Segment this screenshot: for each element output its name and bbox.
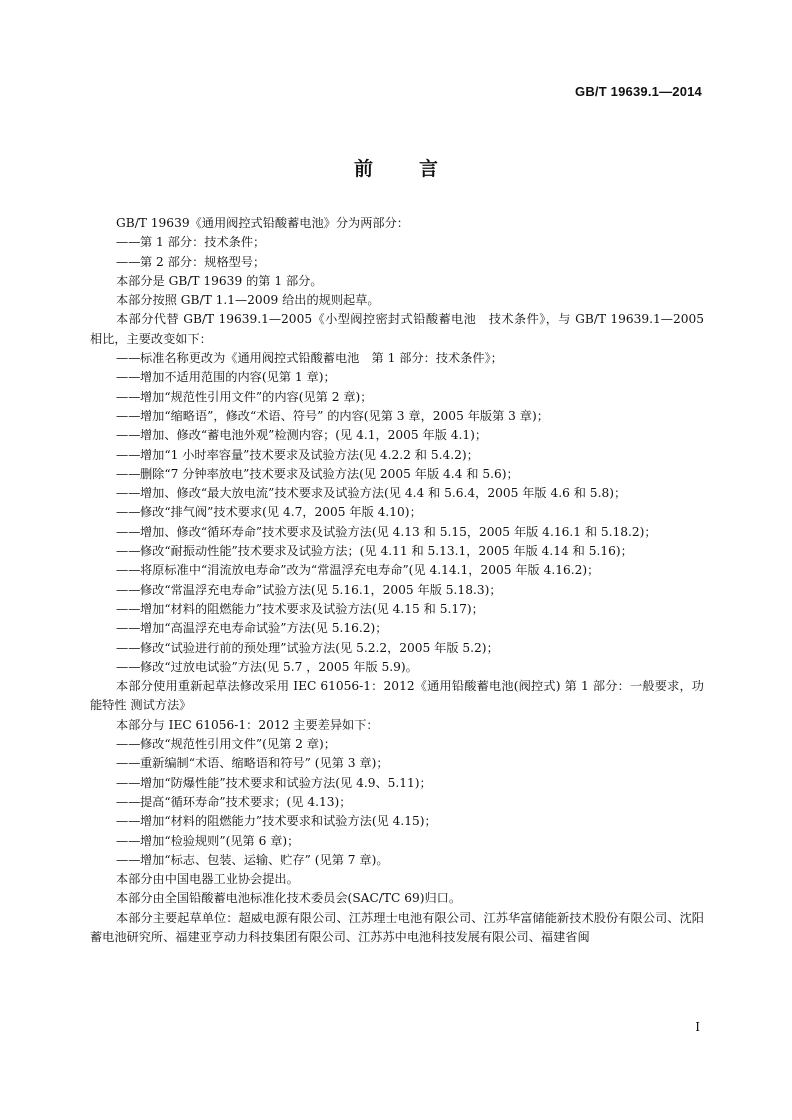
paragraph: GB/T 19639《通用阀控式铅酸蓄电池》分为两部分： [116, 216, 409, 230]
list-item: ——第 2 部分：规格型号； [116, 254, 266, 269]
title-char-1: 前 [353, 158, 373, 180]
title-char-2: 言 [419, 158, 439, 180]
paragraph: 本部分主要起草单位：超威电源有限公司、江苏理士电池有限公司、江苏华富储能新技术股份有限公司、沈阳蓄电池研究所、福建亚亨动力科技集团有限公司、江苏苏中电池科技发展有限公司、福建省闽 [90, 910, 704, 944]
list-item: ——将原标准中“涓流放电寿命”改为“常温浮充电寿命”(见 4.14.1，2005 年版 4.16.2)； [116, 563, 600, 578]
list-item: ——第 1 部分：技术条件； [116, 235, 266, 250]
list-item: ——增加“材料的阻燃能力”技术要求及试验方法(见 4.15 和 5.17)； [116, 601, 484, 616]
list-item: ——重新编制“术语、缩略语和符号” (见第 3 章)； [116, 756, 389, 771]
foreword-body [90, 214, 704, 947]
list-item: ——增加“防爆性能”技术要求和试验方法(见 4.9、5.11)； [116, 775, 432, 790]
paragraph: 本部分代替 GB/T 19639.1—2005《小型阀控密封式铅酸蓄电池 技术条件》，与 GB/T 19639.1—2005 相比，主要改变如下： [90, 312, 704, 346]
list-item: ——修改“试验进行前的预处理”试验方法(见 5.2.2，2005 年版 5.2)； [116, 640, 499, 655]
paragraph: 本部分由全国铅酸蓄电池标准化技术委员会(SAC/TC 69)归口。 [116, 891, 462, 906]
list-item: ——提高“循环寿命”技术要求；(见 4.13)； [116, 794, 352, 809]
paragraph: 本部分与 IEC 61056-1：2012 主要差异如下： [116, 717, 379, 732]
list-item: ——增加“缩略语”，修改“术语、符号” 的内容(见第 3 章，2005 年版第 3 章)； [116, 408, 549, 423]
list-item: ——增加不适用范围的内容(见第 1 章)； [116, 370, 336, 385]
list-item: ——增加、修改“蓄电池外观”检测内容；(见 4.1，2005 年版 4.1)； [116, 428, 488, 443]
paragraph: 本部分按照 GB/T 1.1—2009 给出的规则起草。 [116, 293, 380, 308]
standard-number: GB/T 19639.1—2014 [575, 84, 702, 99]
paragraph: 本部分是 GB/T 19639 的第 1 部分。 [116, 273, 323, 288]
list-item: ——修改“耐振动性能”技术要求及试验方法；(见 4.11 和 5.13.1，2005 年版 4.14 和 5.16)； [116, 544, 633, 559]
page-number: I [695, 1020, 700, 1034]
list-item: ——增加“1 小时率容量”技术要求及试验方法(见 4.2.2 和 5.4.2)； [116, 447, 479, 462]
list-item: ——删除“7 分钟率放电”技术要求及试验方法(见 2005 年版 4.4 和 5.6)； [116, 466, 519, 481]
page-title [0, 154, 792, 181]
list-item: ——增加“检验规则”(见第 6 章)； [116, 833, 300, 848]
list-item: ——增加“高温浮充电寿命试验”方法(见 5.16.2)； [116, 621, 388, 636]
paragraph: 本部分使用重新起草法修改采用 IEC 61056-1：2012《通用铅酸蓄电池(阀控式) 第 1 部分：一般要求，功能特性 测试方法》 [90, 679, 704, 713]
list-item: ——增加“规范性引用文件”的内容(见第 2 章)； [116, 389, 373, 404]
list-item: ——标准名称更改为《通用阀控式铅酸蓄电池 第 1 部分：技术条件》； [116, 351, 503, 366]
list-item: ——增加、修改“循环寿命”技术要求及试验方法(见 4.13 和 5.15，2005 年版 4.16.1 和 5.18.2)； [116, 524, 657, 539]
list-item: ——修改“常温浮充电寿命”试验方法(见 5.16.1，2005 年版 5.18.3)； [116, 582, 502, 597]
list-item: ——增加、修改“最大放电流”技术要求及试验方法(见 4.4 和 5.6.4，2005 年版 4.6 和 5.8)； [116, 486, 627, 501]
list-item: ——增加“材料的阻燃能力”技术要求和试验方法(见 4.15)； [116, 814, 437, 829]
list-item: ——修改“过放电试验”方法(见 5.7 ，2005 年版 5.9)。 [116, 659, 418, 674]
list-item: ——增加“标志、包装、运输、贮存” (见第 7 章)。 [116, 852, 389, 867]
list-item: ——修改“排气阀”技术要求(见 4.7，2005 年版 4.10)； [116, 505, 422, 520]
paragraph: 本部分由中国电器工业协会提出。 [116, 872, 299, 887]
list-item: ——修改“规范性引用文件”(见第 2 章)； [116, 737, 336, 752]
